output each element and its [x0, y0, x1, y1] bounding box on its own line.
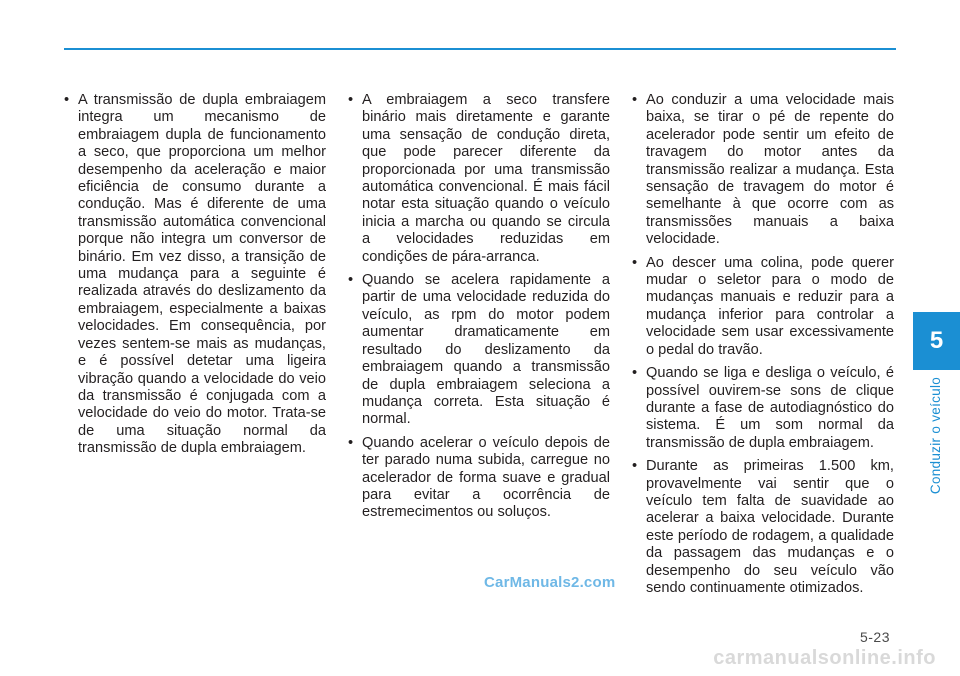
bullet-list	[632, 92, 894, 597]
chapter-title: Conduzir o veículo	[928, 376, 944, 494]
bullet-item: • Ao conduzir a uma velocidade mais baixa, se tirar o pé de repente do acelerador pode sentir um efeito de travagem do motor antes da transmissão realizar a mudança. Esta sensação de travagem do motor é semelhante à que ocorre com as transmissões manuais a baixa velocidade.	[632, 92, 894, 249]
bullet-item: • Quando se liga e desliga o veículo, é possível ouvirem-se sons de clique durante a fase de autodiagnóstico do sistema. É um som normal da transmissão de dupla embraiagem.	[632, 365, 894, 452]
bullet-item: • A transmissão de dupla embraiagem integra um mecanismo de embraiagem dupla de funcionamento a seco, que proporciona um melhor desempenho da aceleração e maior eficiência de consumo durante a condução. Mas é diferente de uma transmissão automática convencional porque não integra um conversor de binário. Em vez disso, a transição de uma mudança para a seguinte é realizada através do deslizamento da embraiagem, especialmente a baixas velocidades. Em consequência, por vezes sentem-se mais as mudanças, e é possível detetar uma ligeira vibração quando a velocidade do veio da transmissão é conjugada com a velocidade do veio do motor. Trata-se de uma situação normal da transmissão de dupla embraiagem.	[64, 92, 326, 458]
bullet-item: • Durante as primeiras 1.500 km, provavelmente vai sentir que o veículo tem falta de suavidade ao acelerar a baixa velocidade. Durante este período de rodagem, a qualidade da passagem das mudanças e o desempenho do seu veículo vão sendo continuamente otimizados.	[632, 458, 894, 597]
chapter-title-container	[920, 370, 952, 500]
footer-site-watermark: carmanualsonline.info	[713, 647, 936, 669]
page-number: 5-23	[859, 629, 890, 645]
text-column-1	[64, 92, 326, 464]
bullet-list	[64, 92, 326, 458]
text-column-2	[348, 92, 610, 528]
bullet-list	[348, 92, 610, 522]
text-column-3	[632, 92, 894, 603]
chapter-number-tab	[913, 312, 960, 370]
watermark-link[interactable]: CarManuals2.com	[484, 574, 616, 591]
bullet-item: • Ao descer uma colina, pode querer mudar o seletor para o modo de mudanças manuais e reduzir para a mudança inferior para controlar a velocidade sem usar excessivamente o pedal do travão.	[632, 255, 894, 359]
header-rule	[64, 48, 896, 50]
chapter-number: 5	[929, 327, 944, 354]
bullet-item: • Quando acelerar o veículo depois de ter parado numa subida, carregue no acelerador de forma suave e gradual para evitar a ocorrência de estremecimentos ou soluços.	[348, 435, 610, 522]
bullet-item: • A embraiagem a seco transfere binário mais diretamente e garante uma sensação de condução direta, que pode parecer diferente da proporcionada por uma transmissão automática convencional. É mais fácil notar esta situação quando o veículo inicia a marcha ou quando se circula a velocidades reduzidas em condições de pára-arranca.	[348, 92, 610, 266]
bullet-item: • Quando se acelera rapidamente a partir de uma velocidade reduzida do veículo, as rpm do motor podem aumentar dramaticamente em resultado do deslizamento da embraiagem quando a transmissão de dupla embraiagem seleciona a mudança correta. Esta situação é normal.	[348, 272, 610, 429]
